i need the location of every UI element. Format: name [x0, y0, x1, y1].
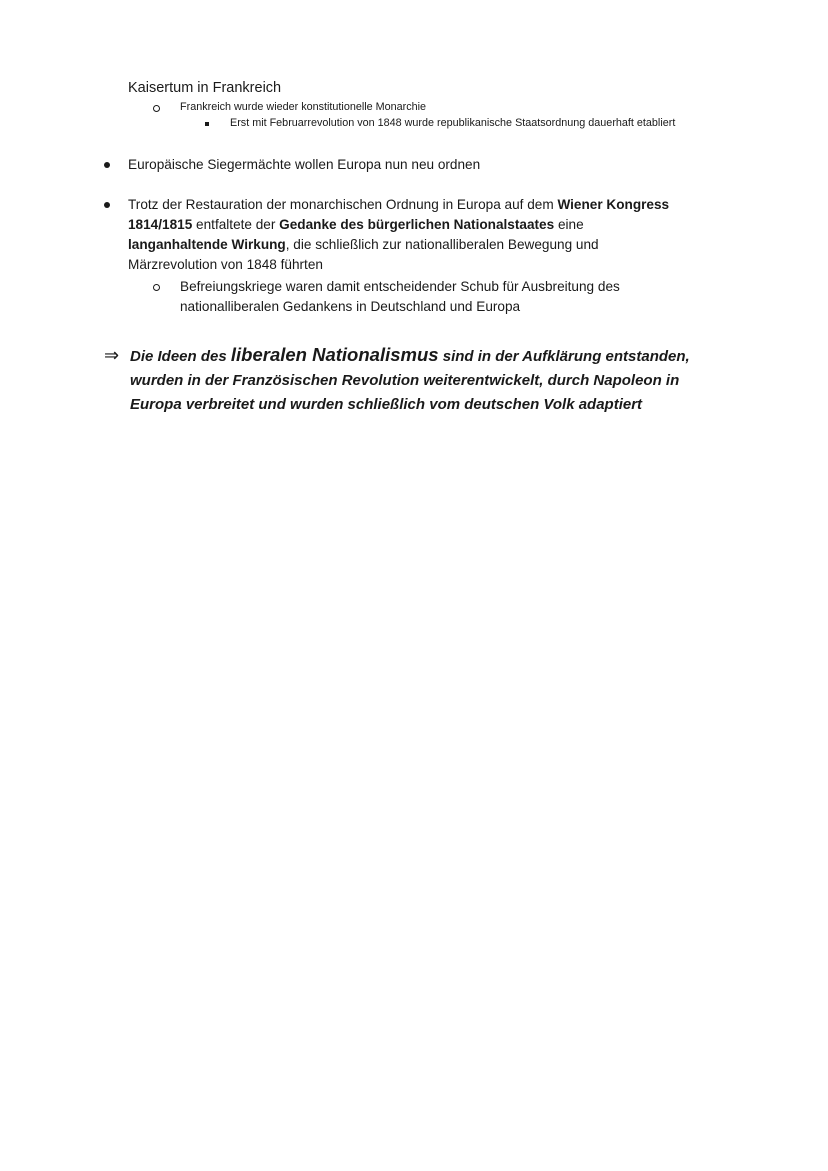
bold-span: langanhaltende Wirkung: [128, 237, 286, 252]
bullet-dot: [104, 202, 110, 208]
text-line: wurden in der Französischen Revolution weiterentwickelt, durch Napoleon in: [130, 372, 680, 389]
text-span: Märzrevolution von 1848 führten: [128, 257, 323, 272]
conclusion-block: [104, 343, 690, 417]
double-arrow-icon: ⇒: [104, 345, 120, 365]
sub-bullet-circle: [153, 284, 160, 291]
bullet-siegermaechte: Europäische Siegermächte wollen Europa nun neu ordnen: [128, 157, 481, 172]
sub-item-befreiungskriege: [180, 277, 620, 317]
text-line: nationalliberalen Gedankens in Deutschland und Europa: [180, 299, 521, 314]
sub-sub-item-februarrevolution: Erst mit Februarrevolution von 1848 wurde republikanische Staatsordnung dauerhaft etabliert: [230, 117, 676, 129]
bold-span: Gedanke des bürgerlichen Nationalstaates: [279, 217, 555, 232]
square-bullet: [205, 122, 209, 126]
text-span: eine: [554, 217, 584, 232]
bullet-restauration: [128, 195, 768, 275]
emphasis-span: liberalen Nationalismus: [230, 344, 439, 365]
text-span: Die Ideen des: [130, 348, 231, 365]
sub-item-monarchie: Frankreich wurde wieder konstitutionelle Monarchie: [180, 101, 427, 113]
text-line: Europa verbreitet und wurden schließlich vom deutschen Volk adaptiert: [130, 396, 643, 413]
text-span: Trotz der Restauration der monarchischen Ordnung in Europa auf dem: [128, 197, 558, 212]
sub-bullet-circle: [153, 105, 160, 112]
bullet-dot: [104, 162, 110, 168]
text-span: , die schließlich zur nationalliberalen Bewegung und: [285, 237, 599, 252]
bold-span: 1814/1815: [128, 217, 193, 232]
heading-kaisertum: Kaisertum in Frankreich: [128, 80, 282, 96]
text-span: entfaltete der: [192, 217, 280, 232]
bold-span: Wiener Kongress: [557, 197, 670, 212]
text-span: sind in der Aufklärung entstanden,: [438, 348, 690, 365]
text-line: Befreiungskriege waren damit entscheidender Schub für Ausbreitung des: [180, 279, 620, 294]
